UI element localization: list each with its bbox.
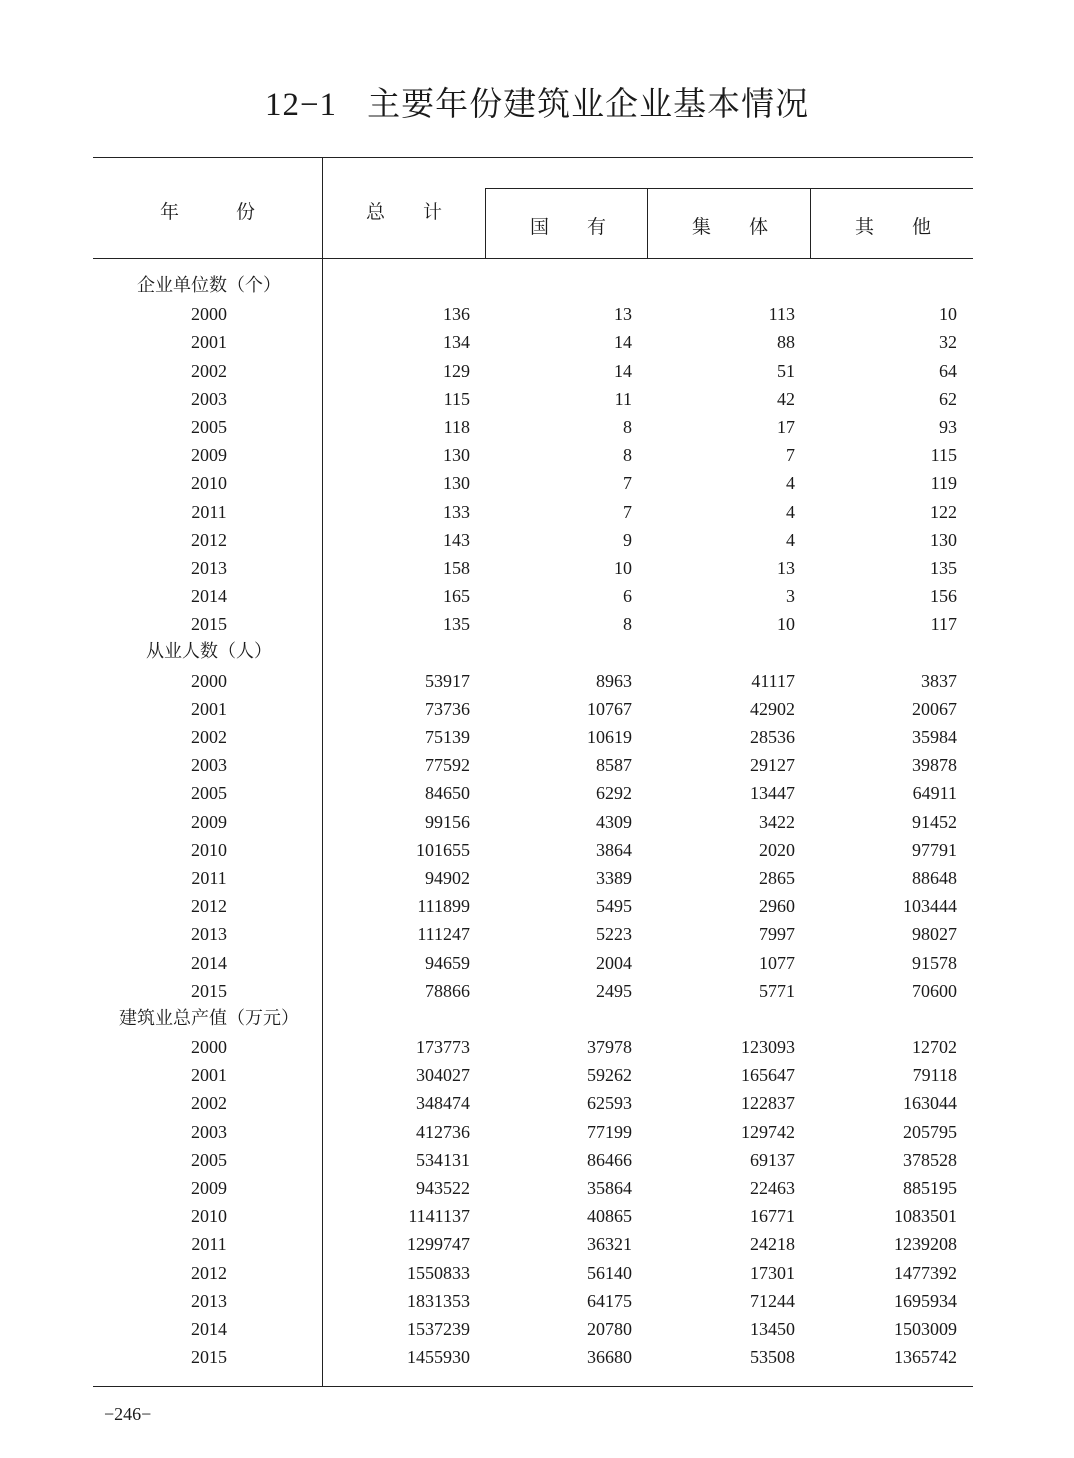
other-cell: 93 xyxy=(939,416,957,437)
collective-cell: 122837 xyxy=(741,1093,795,1114)
collective-cell: 113 xyxy=(768,304,795,325)
total-cell: 1299747 xyxy=(407,1234,470,1255)
year-cell: 2013 xyxy=(191,557,227,578)
subheader-divider xyxy=(485,188,486,258)
subheader-divider xyxy=(810,188,811,258)
state-owned-cell: 13 xyxy=(614,304,632,325)
collective-cell: 4 xyxy=(786,501,795,522)
collective-cell: 123093 xyxy=(741,1037,795,1058)
year-cell: 2009 xyxy=(191,445,227,466)
other-cell: 1365742 xyxy=(894,1347,957,1368)
other-cell: 885195 xyxy=(903,1178,957,1198)
state-owned-cell: 2495 xyxy=(596,980,632,1001)
table-row xyxy=(93,328,973,356)
collective-cell: 13450 xyxy=(750,1318,795,1339)
total-cell: 1455930 xyxy=(407,1347,470,1368)
state-owned-cell: 20780 xyxy=(587,1318,632,1339)
year-cell: 2014 xyxy=(191,1318,227,1339)
table-row xyxy=(93,949,973,977)
other-cell: 122 xyxy=(930,501,957,522)
collective-cell: 42 xyxy=(777,388,795,409)
collective-cell: 17301 xyxy=(750,1262,795,1283)
state-owned-cell: 6 xyxy=(623,586,632,607)
table-row xyxy=(93,385,973,413)
other-cell: 3837 xyxy=(921,670,957,691)
year-cell: 2002 xyxy=(191,360,227,381)
state-owned-cell: 59262 xyxy=(587,1065,632,1086)
bottom-rule xyxy=(93,1386,973,1387)
total-cell: 77592 xyxy=(425,755,470,776)
state-owned-cell: 10 xyxy=(614,557,632,578)
table-row xyxy=(93,695,973,723)
table-row xyxy=(93,864,973,892)
year-cell: 2005 xyxy=(191,1149,227,1170)
total-cell: 111247 xyxy=(417,924,470,945)
total-cell: 134 xyxy=(443,332,470,353)
state-owned-cell: 2004 xyxy=(596,952,632,973)
section-label xyxy=(93,1005,973,1033)
total-cell: 135 xyxy=(443,614,470,635)
collective-cell: 42902 xyxy=(750,698,795,719)
year-cell: 2015 xyxy=(191,980,227,1001)
state-owned-cell: 8963 xyxy=(596,670,632,691)
total-cell: 1831353 xyxy=(407,1290,470,1311)
table-row xyxy=(93,526,973,554)
table-row xyxy=(93,554,973,582)
table-number: 12−1 xyxy=(264,87,338,123)
table-row xyxy=(93,441,973,469)
state-owned-cell: 4309 xyxy=(596,811,632,832)
year-cell: 2000 xyxy=(191,670,227,691)
year-cell: 2015 xyxy=(191,614,227,635)
year-cell: 2013 xyxy=(191,924,227,945)
collective-cell: 16771 xyxy=(750,1206,795,1227)
other-cell: 1239208 xyxy=(894,1234,957,1255)
state-owned-cell: 10619 xyxy=(587,727,632,747)
collective-cell: 7997 xyxy=(759,924,795,945)
total-cell: 133 xyxy=(443,501,470,522)
collective-cell: 51 xyxy=(777,360,795,381)
state-owned-cell: 36680 xyxy=(587,1347,632,1368)
table-row xyxy=(93,498,973,526)
table-row xyxy=(93,1033,973,1061)
table-title: 主要年份建筑业企业基本情况 xyxy=(367,87,810,123)
total-cell: 1550833 xyxy=(407,1262,470,1283)
table-row xyxy=(93,1287,973,1315)
table-row xyxy=(93,920,973,948)
year-cell: 2003 xyxy=(191,755,227,776)
header-year: 年 份 xyxy=(160,202,256,223)
other-cell: 32 xyxy=(939,332,957,353)
year-cell: 2009 xyxy=(191,811,227,832)
other-cell: 135 xyxy=(930,557,957,578)
state-owned-cell: 56140 xyxy=(587,1262,632,1283)
total-cell: 534131 xyxy=(416,1149,470,1170)
collective-cell: 4 xyxy=(786,473,795,494)
total-cell: 78866 xyxy=(425,980,470,1001)
collective-cell: 88 xyxy=(777,332,795,353)
section-label-text: 从业人数（人） xyxy=(146,641,272,663)
table-row xyxy=(93,469,973,497)
total-cell: 129 xyxy=(443,360,470,381)
collective-cell: 41117 xyxy=(751,670,795,691)
year-cell: 2002 xyxy=(191,727,227,747)
collective-cell: 10 xyxy=(777,614,795,635)
year-cell: 2005 xyxy=(191,783,227,804)
header-total: 总 计 xyxy=(366,202,443,223)
subheader-rule xyxy=(485,188,973,189)
other-cell: 119 xyxy=(930,473,957,494)
other-cell: 91578 xyxy=(912,952,957,973)
other-cell: 1695934 xyxy=(894,1290,957,1311)
collective-cell: 2020 xyxy=(759,839,795,860)
table-row xyxy=(93,300,973,328)
state-owned-cell: 3864 xyxy=(596,839,632,860)
collective-cell: 165647 xyxy=(741,1065,795,1086)
year-cell: 2013 xyxy=(191,1290,227,1311)
total-cell: 304027 xyxy=(416,1065,470,1086)
other-cell: 10 xyxy=(939,304,957,325)
total-cell: 1141137 xyxy=(408,1206,470,1227)
state-owned-cell: 9 xyxy=(623,529,632,550)
state-owned-cell: 37978 xyxy=(587,1037,632,1058)
table-row xyxy=(93,1089,973,1117)
collective-cell: 5771 xyxy=(759,980,795,1001)
table-row xyxy=(93,1315,973,1343)
other-cell: 64 xyxy=(939,360,957,381)
top-rule xyxy=(93,157,973,158)
other-cell: 156 xyxy=(930,586,957,607)
page-title xyxy=(0,78,1074,125)
year-cell: 2001 xyxy=(191,698,227,719)
year-cell: 2015 xyxy=(191,1347,227,1368)
other-cell: 98027 xyxy=(912,924,957,945)
other-cell: 1477392 xyxy=(894,1262,957,1283)
state-owned-cell: 6292 xyxy=(596,783,632,804)
state-owned-cell: 14 xyxy=(614,360,632,381)
collective-cell: 13447 xyxy=(750,783,795,804)
year-cell: 2012 xyxy=(191,529,227,550)
total-cell: 412736 xyxy=(416,1121,470,1142)
table-row xyxy=(93,1343,973,1371)
header-other: 其 他 xyxy=(855,217,932,238)
total-cell: 111899 xyxy=(417,896,470,917)
total-cell: 143 xyxy=(443,529,470,550)
state-owned-cell: 86466 xyxy=(587,1149,632,1170)
table-row xyxy=(93,1061,973,1089)
other-cell: 12702 xyxy=(912,1037,957,1058)
total-cell: 943522 xyxy=(416,1178,470,1198)
other-cell: 64911 xyxy=(912,783,957,804)
collective-cell: 22463 xyxy=(750,1178,795,1198)
table-body xyxy=(93,272,973,1371)
table-row xyxy=(93,977,973,1005)
collective-cell: 1077 xyxy=(759,952,795,973)
year-cell: 2002 xyxy=(191,1093,227,1114)
other-cell: 39878 xyxy=(912,755,957,776)
state-owned-cell: 64175 xyxy=(587,1290,632,1311)
total-cell: 1537239 xyxy=(407,1318,470,1339)
collective-cell: 3422 xyxy=(759,811,795,832)
total-cell: 158 xyxy=(443,557,470,578)
state-owned-cell: 5495 xyxy=(596,896,632,917)
section-label xyxy=(93,272,973,300)
other-cell: 163044 xyxy=(903,1093,957,1114)
collective-cell: 29127 xyxy=(750,755,795,776)
table-row xyxy=(93,1118,973,1146)
year-cell: 2011 xyxy=(191,867,227,888)
table-row xyxy=(93,582,973,610)
collective-cell: 24218 xyxy=(750,1234,795,1255)
state-owned-cell: 5223 xyxy=(596,924,632,945)
total-cell: 101655 xyxy=(416,839,470,860)
section-label xyxy=(93,638,973,666)
table-row xyxy=(93,1230,973,1258)
year-cell: 2003 xyxy=(191,388,227,409)
header-rule xyxy=(93,258,973,259)
other-cell: 62 xyxy=(939,388,957,409)
year-cell: 2012 xyxy=(191,896,227,917)
table-row xyxy=(93,610,973,638)
other-cell: 117 xyxy=(930,614,957,635)
year-cell: 2014 xyxy=(191,586,227,607)
year-cell: 2014 xyxy=(191,952,227,973)
other-cell: 1083501 xyxy=(894,1206,957,1227)
year-cell: 2009 xyxy=(191,1178,227,1198)
year-cell: 2010 xyxy=(191,839,227,860)
table-row xyxy=(93,1174,973,1202)
state-owned-cell: 8 xyxy=(623,614,632,635)
table-row xyxy=(93,1202,973,1230)
other-cell: 130 xyxy=(930,529,957,550)
state-owned-cell: 36321 xyxy=(587,1234,632,1255)
state-owned-cell: 14 xyxy=(614,332,632,353)
table-row xyxy=(93,723,973,751)
state-owned-cell: 8 xyxy=(623,416,632,437)
year-cell: 2001 xyxy=(191,1065,227,1086)
total-cell: 75139 xyxy=(425,727,470,747)
section-label-text: 建筑业总产值（万元） xyxy=(119,1007,299,1029)
collective-cell: 71244 xyxy=(750,1290,795,1311)
total-cell: 118 xyxy=(443,416,470,437)
year-cell: 2010 xyxy=(191,473,227,494)
state-owned-cell: 8587 xyxy=(596,755,632,776)
subheader-divider xyxy=(647,188,648,258)
year-cell: 2005 xyxy=(191,416,227,437)
year-cell: 2010 xyxy=(191,1206,227,1227)
table-row xyxy=(93,413,973,441)
state-owned-cell: 77199 xyxy=(587,1121,632,1142)
header-state-owned: 国 有 xyxy=(530,217,607,238)
total-cell: 130 xyxy=(443,473,470,494)
total-cell: 130 xyxy=(443,445,470,466)
year-cell: 2011 xyxy=(191,1234,227,1255)
table-row xyxy=(93,779,973,807)
other-cell: 103444 xyxy=(903,896,957,917)
page-number: −246− xyxy=(104,1404,152,1424)
total-cell: 348474 xyxy=(416,1093,470,1114)
state-owned-cell: 62593 xyxy=(587,1093,632,1114)
table-row xyxy=(93,892,973,920)
table-row xyxy=(93,1146,973,1174)
year-cell: 2000 xyxy=(191,1037,227,1058)
table-row xyxy=(93,836,973,864)
total-cell: 53917 xyxy=(425,670,470,691)
collective-cell: 2960 xyxy=(759,896,795,917)
other-cell: 79118 xyxy=(912,1065,957,1086)
other-cell: 1503009 xyxy=(894,1318,957,1339)
other-cell: 378528 xyxy=(903,1149,957,1170)
total-cell: 99156 xyxy=(425,811,470,832)
collective-cell: 4 xyxy=(786,529,795,550)
total-cell: 115 xyxy=(443,388,470,409)
collective-cell: 13 xyxy=(777,557,795,578)
table-row xyxy=(93,808,973,836)
total-cell: 165 xyxy=(443,586,470,607)
year-cell: 2012 xyxy=(191,1262,227,1283)
state-owned-cell: 35864 xyxy=(587,1178,632,1198)
collective-cell: 17 xyxy=(777,416,795,437)
year-cell: 2003 xyxy=(191,1121,227,1142)
state-owned-cell: 7 xyxy=(623,473,632,494)
collective-cell: 3 xyxy=(786,586,795,607)
other-cell: 88648 xyxy=(912,867,957,888)
collective-cell: 129742 xyxy=(741,1121,795,1142)
state-owned-cell: 8 xyxy=(623,445,632,466)
total-cell: 173773 xyxy=(416,1037,470,1058)
total-cell: 94902 xyxy=(425,867,470,888)
state-owned-cell: 10767 xyxy=(587,698,632,719)
collective-cell: 69137 xyxy=(750,1149,795,1170)
state-owned-cell: 7 xyxy=(623,501,632,522)
other-cell: 70600 xyxy=(912,980,957,1001)
year-cell: 2011 xyxy=(191,501,227,522)
other-cell: 205795 xyxy=(903,1121,957,1142)
other-cell: 35984 xyxy=(912,727,957,747)
state-owned-cell: 3389 xyxy=(596,867,632,888)
collective-cell: 28536 xyxy=(750,727,795,747)
header-collective: 集 体 xyxy=(692,217,769,238)
state-owned-cell: 40865 xyxy=(587,1206,632,1227)
collective-cell: 53508 xyxy=(750,1347,795,1368)
collective-cell: 7 xyxy=(786,445,795,466)
year-cell: 2000 xyxy=(191,304,227,325)
other-cell: 115 xyxy=(930,445,957,466)
total-cell: 94659 xyxy=(425,952,470,973)
section-label-text: 企业单位数（个） xyxy=(137,275,281,296)
table-row xyxy=(93,667,973,695)
table-row xyxy=(93,357,973,385)
total-cell: 84650 xyxy=(425,783,470,804)
state-owned-cell: 11 xyxy=(614,388,632,409)
other-cell: 97791 xyxy=(912,839,957,860)
other-cell: 91452 xyxy=(912,811,957,832)
other-cell: 20067 xyxy=(912,698,957,719)
total-cell: 136 xyxy=(443,304,470,325)
table-row xyxy=(93,1259,973,1287)
year-cell: 2001 xyxy=(191,332,227,353)
total-cell: 73736 xyxy=(425,698,470,719)
table-row xyxy=(93,751,973,779)
collective-cell: 2865 xyxy=(759,867,795,888)
